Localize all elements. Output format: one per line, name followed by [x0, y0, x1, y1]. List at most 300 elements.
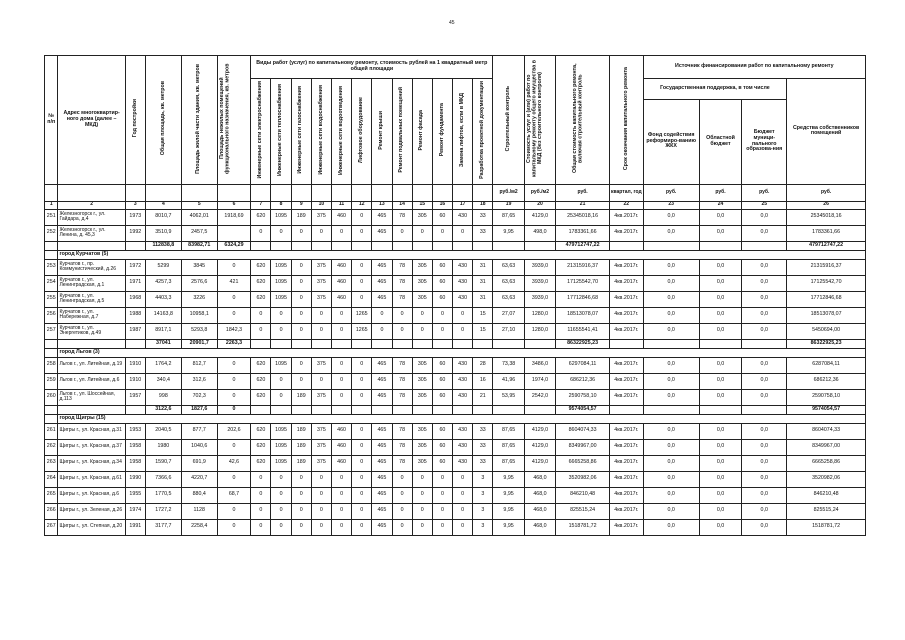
table-cell: 1590,7 — [145, 455, 181, 471]
table-cell: 340,4 — [145, 373, 181, 389]
table-cell: 78 — [392, 389, 412, 405]
column-number-cell: 9 — [291, 201, 311, 209]
table-cell: 1095 — [271, 275, 291, 291]
address-cell: Курчатов г., пр. Коммунистический, д.26 — [58, 259, 125, 275]
table-cell: 0 — [352, 357, 372, 373]
table-cell: 9,95 — [493, 519, 524, 535]
table-row — [45, 275, 866, 291]
table-cell: 0 — [311, 373, 331, 389]
group-header-row — [45, 414, 866, 423]
column-number-row — [45, 201, 866, 209]
table-cell: 498,0 — [524, 225, 555, 241]
column-number-cell: 18 — [473, 201, 493, 209]
table-cell: 305 — [412, 291, 432, 307]
capital-repair-table — [44, 55, 866, 536]
table-cell: 0 — [352, 519, 372, 535]
table-cell: 0,0 — [699, 519, 742, 535]
table-cell: 620 — [251, 259, 271, 275]
row-number: 262 — [45, 439, 58, 455]
table-cell: 1980 — [145, 439, 181, 455]
table-cell — [311, 405, 331, 414]
table-row — [45, 209, 866, 225]
table-cell: 1974 — [125, 503, 145, 519]
table-cell: 8604074,33 — [556, 423, 610, 439]
header-work-sewer: Инженерные сети водоотведения — [331, 79, 351, 185]
table-cell — [291, 339, 311, 348]
table-cell: 0 — [311, 225, 331, 241]
table-cell: 17712846,68 — [787, 291, 866, 307]
table-cell: 460 — [331, 209, 351, 225]
table-cell: 0,0 — [742, 471, 787, 487]
table-cell: 0 — [372, 307, 392, 323]
table-cell: 0,0 — [742, 503, 787, 519]
table-cell: 998 — [145, 389, 181, 405]
table-cell — [125, 405, 145, 414]
table-cell: 620 — [251, 423, 271, 439]
table-cell: 0 — [311, 503, 331, 519]
subtotal-row — [45, 339, 866, 348]
row-number: 258 — [45, 357, 58, 373]
table-cell: 465 — [372, 209, 392, 225]
table-cell — [291, 405, 311, 414]
table-cell — [610, 241, 644, 250]
table-cell: 21315916,37 — [556, 259, 610, 275]
column-number-cell: 17 — [453, 201, 473, 209]
table-cell: 468,0 — [524, 503, 555, 519]
table-cell: 18513078,07 — [787, 307, 866, 323]
table-cell — [125, 241, 145, 250]
table-cell: 465 — [372, 519, 392, 535]
table-cell: 0 — [311, 519, 331, 535]
table-cell: 375 — [311, 389, 331, 405]
table-cell: 460 — [331, 291, 351, 307]
row-number: 259 — [45, 373, 58, 389]
table-cell: 0 — [217, 259, 251, 275]
table-cell: 4кв.2017г. — [610, 225, 644, 241]
table-cell — [125, 339, 145, 348]
row-number: 253 — [45, 259, 58, 275]
table-cell: 8604074,33 — [787, 423, 866, 439]
table-cell: 468,0 — [524, 519, 555, 535]
table-cell: 0 — [412, 519, 432, 535]
table-cell: 620 — [251, 373, 271, 389]
table-cell: 0,0 — [742, 423, 787, 439]
header-work-water: Инженерные сети водоснабжения — [311, 79, 331, 185]
table-cell — [524, 339, 555, 348]
table-cell: 0 — [271, 389, 291, 405]
table-cell: 15 — [473, 307, 493, 323]
table-cell: 305 — [412, 275, 432, 291]
table-cell: 0 — [453, 519, 473, 535]
table-cell: 0 — [392, 323, 412, 339]
table-cell: 1280,0 — [524, 323, 555, 339]
table-cell: 430 — [453, 373, 473, 389]
table-cell: 465 — [372, 275, 392, 291]
table-cell: 0 — [217, 291, 251, 307]
table-cell: 0 — [291, 259, 311, 275]
table-cell: 305 — [412, 389, 432, 405]
table-cell — [372, 339, 392, 348]
table-cell — [392, 241, 412, 250]
table-cell: 25345018,16 — [787, 209, 866, 225]
column-number-cell: 11 — [331, 201, 351, 209]
table-cell: 2040,5 — [145, 423, 181, 439]
table-cell: 60 — [432, 259, 452, 275]
table-cell: 1958 — [125, 455, 145, 471]
table-cell — [432, 241, 452, 250]
table-cell: 189 — [291, 439, 311, 455]
table-cell: 2258,4 — [181, 519, 217, 535]
table-cell: 0 — [271, 471, 291, 487]
table-cell: 812,7 — [181, 357, 217, 373]
table-cell — [699, 241, 742, 250]
row-number: 263 — [45, 455, 58, 471]
table-cell: 1095 — [271, 259, 291, 275]
table-cell: 6297084,11 — [556, 357, 610, 373]
table-cell: 4кв.2017г. — [610, 373, 644, 389]
table-cell: 0,0 — [643, 423, 699, 439]
table-cell: 4403,3 — [145, 291, 181, 307]
table-cell: 0 — [271, 487, 291, 503]
table-cell: 3939,0 — [524, 275, 555, 291]
table-cell: 0 — [291, 323, 311, 339]
table-cell: 9,95 — [493, 225, 524, 241]
table-cell: 60 — [432, 439, 452, 455]
table-cell: 0 — [311, 487, 331, 503]
table-cell: 4кв.2017г. — [610, 291, 644, 307]
table-cell: 0 — [331, 487, 351, 503]
table-cell: 1974,0 — [524, 373, 555, 389]
unit-cell: руб. — [699, 184, 742, 201]
address-cell: Щигры г., ул. Красная, д.37 — [58, 439, 125, 455]
table-cell: 465 — [372, 455, 392, 471]
table-cell: 0 — [331, 307, 351, 323]
column-number-cell: 13 — [372, 201, 392, 209]
table-cell: 4кв.2017г. — [610, 503, 644, 519]
table-cell: 0,0 — [742, 487, 787, 503]
table-cell: 60 — [432, 357, 452, 373]
table-row — [45, 357, 866, 373]
table-cell: 4кв.2017г. — [610, 357, 644, 373]
table-row — [45, 291, 866, 307]
table-cell: 686212,36 — [556, 373, 610, 389]
unit-cell: квартал, год — [610, 184, 644, 201]
table-cell: 78 — [392, 275, 412, 291]
header-living-area: Площадь жилой части здания, кв. метров — [181, 56, 217, 185]
table-cell: 479712747,22 — [787, 241, 866, 250]
table-cell: 189 — [291, 209, 311, 225]
header-fund: Фонд содействия реформиро-ванию ЖКХ — [643, 99, 699, 184]
table-cell — [352, 405, 372, 414]
table-cell: 430 — [453, 357, 473, 373]
unit-cell: руб. — [787, 184, 866, 201]
table-cell: 430 — [453, 291, 473, 307]
table-cell: 0 — [271, 323, 291, 339]
table-cell: 375 — [311, 209, 331, 225]
table-cell: 0,0 — [643, 225, 699, 241]
table-cell: 1971 — [125, 275, 145, 291]
table-row — [45, 487, 866, 503]
table-cell — [412, 405, 432, 414]
table-cell: 4129,0 — [524, 439, 555, 455]
table-cell: 1128 — [181, 503, 217, 519]
table-cell: 0 — [432, 519, 452, 535]
table-cell: 465 — [372, 291, 392, 307]
table-cell: 42,6 — [217, 455, 251, 471]
table-cell: 0,0 — [699, 259, 742, 275]
table-cell: 0,0 — [699, 471, 742, 487]
table-cell: 0 — [291, 373, 311, 389]
table-cell: 430 — [453, 275, 473, 291]
header-municipal: Бюджет муници-пального образова-ния — [742, 99, 787, 184]
table-cell: 0,0 — [699, 275, 742, 291]
table-cell: 4кв.2017г. — [610, 471, 644, 487]
table-cell — [473, 405, 493, 414]
table-cell: 0,0 — [742, 291, 787, 307]
table-cell: 4062,01 — [181, 209, 217, 225]
table-cell: 1992 — [125, 225, 145, 241]
table-cell — [493, 405, 524, 414]
table-cell: 37041 — [145, 339, 181, 348]
table-cell: 78 — [392, 357, 412, 373]
table-cell — [251, 241, 271, 250]
table-cell: 33 — [473, 423, 493, 439]
table-cell: 3510,9 — [145, 225, 181, 241]
column-number-cell: 12 — [352, 201, 372, 209]
table-cell: 0,0 — [643, 503, 699, 519]
table-cell: 3122,6 — [145, 405, 181, 414]
table-cell: 112838,8 — [145, 241, 181, 250]
unit-cell: руб./м2 — [524, 184, 555, 201]
table-cell: 0 — [392, 487, 412, 503]
table-cell: 27,10 — [493, 323, 524, 339]
table-cell: 430 — [453, 423, 473, 439]
table-cell: 11655541,41 — [556, 323, 610, 339]
table-cell: 0 — [331, 357, 351, 373]
table-cell: 1910 — [125, 357, 145, 373]
table-cell: 3177,7 — [145, 519, 181, 535]
table-cell: 0,0 — [643, 389, 699, 405]
table-cell: 0 — [432, 503, 452, 519]
column-number-cell: 8 — [271, 201, 291, 209]
table-cell: 0,0 — [699, 439, 742, 455]
table-cell: 1842,3 — [217, 323, 251, 339]
address-cell: Льгов г., ул. Литейная, д.6 — [58, 373, 125, 389]
table-cell: 78 — [392, 291, 412, 307]
table-cell: 21315916,37 — [787, 259, 866, 275]
table-cell: 8010,7 — [145, 209, 181, 225]
table-cell: 375 — [311, 439, 331, 455]
address-cell: Щигры г., ул. Красная, д.6 — [58, 487, 125, 503]
row-number: 264 — [45, 471, 58, 487]
table-cell: 78 — [392, 439, 412, 455]
table-cell: 86322925,23 — [556, 339, 610, 348]
table-cell: 0 — [352, 225, 372, 241]
table-cell — [392, 339, 412, 348]
table-cell: 73,38 — [493, 357, 524, 373]
table-cell: 0 — [291, 487, 311, 503]
table-cell — [291, 241, 311, 250]
table-cell — [392, 405, 412, 414]
table-cell: 0 — [432, 323, 452, 339]
table-cell — [311, 241, 331, 250]
table-cell: 60 — [432, 389, 452, 405]
table-cell: 31 — [473, 259, 493, 275]
table-cell: 468,0 — [524, 487, 555, 503]
table-cell: 4кв.2017г. — [610, 323, 644, 339]
table-cell — [251, 405, 271, 414]
table-cell: 0,0 — [699, 323, 742, 339]
table-row — [45, 455, 866, 471]
table-cell: 479712747,22 — [556, 241, 610, 250]
table-cell — [473, 339, 493, 348]
unit-cell: руб. — [742, 184, 787, 201]
table-cell: 0 — [291, 275, 311, 291]
table-header — [45, 56, 866, 210]
table-cell: 0,0 — [643, 471, 699, 487]
table-cell: 202,6 — [217, 423, 251, 439]
table-cell: 4129,0 — [524, 455, 555, 471]
table-cell: 3520982,06 — [787, 471, 866, 487]
table-cell: 27,07 — [493, 307, 524, 323]
table-row — [45, 471, 866, 487]
row-number: 256 — [45, 307, 58, 323]
table-cell: 87,65 — [493, 423, 524, 439]
column-number-cell: 24 — [699, 201, 742, 209]
header-work-lift: Лифтовое оборудование — [352, 79, 372, 185]
table-cell: 825515,24 — [787, 503, 866, 519]
column-number-cell: 22 — [610, 201, 644, 209]
table-cell: 0,0 — [742, 307, 787, 323]
table-cell: 0,0 — [643, 307, 699, 323]
column-number-cell: 4 — [145, 201, 181, 209]
table-cell: 846210,48 — [556, 487, 610, 503]
table-cell — [742, 339, 787, 348]
header-work-lift-replace: Замена лифтов, если в МКД — [453, 79, 473, 185]
blank-cell — [45, 414, 58, 423]
table-cell: 9574054,57 — [787, 405, 866, 414]
row-number: 255 — [45, 291, 58, 307]
header-work-design: Разработка проектной документации — [473, 79, 493, 185]
table-cell: 28 — [473, 357, 493, 373]
table-cell: 4129,0 — [524, 423, 555, 439]
header-total-area: Общая площадь, кв. метров — [145, 56, 181, 185]
table-cell: 0 — [291, 503, 311, 519]
table-cell: 430 — [453, 439, 473, 455]
table-cell: 1040,6 — [181, 439, 217, 455]
table-cell: 0,0 — [699, 503, 742, 519]
table-cell: 0,0 — [742, 275, 787, 291]
table-cell: 0 — [217, 471, 251, 487]
table-cell: 7366,6 — [145, 471, 181, 487]
table-cell: 0 — [251, 503, 271, 519]
table-cell: 0 — [217, 503, 251, 519]
table-cell: 10958,1 — [181, 307, 217, 323]
table-cell: 0 — [291, 519, 311, 535]
table-cell: 3939,0 — [524, 291, 555, 307]
table-cell: 305 — [412, 373, 432, 389]
table-cell: 0 — [392, 519, 412, 535]
table-cell: 0 — [392, 471, 412, 487]
row-number: 252 — [45, 225, 58, 241]
table-cell: 8917,1 — [145, 323, 181, 339]
table-cell: 189 — [291, 389, 311, 405]
table-cell: 4кв.2017г. — [610, 455, 644, 471]
table-cell: 4кв.2017г. — [610, 307, 644, 323]
table-cell: 465 — [372, 487, 392, 503]
header-work-roof: Ремонт крыши — [372, 79, 392, 185]
table-cell: 0 — [412, 487, 432, 503]
table-cell — [699, 339, 742, 348]
table-cell: 465 — [372, 471, 392, 487]
table-cell: 17125542,70 — [556, 275, 610, 291]
table-cell: 1955 — [125, 487, 145, 503]
table-cell: 702,3 — [181, 389, 217, 405]
table-cell — [493, 241, 524, 250]
table-cell: 0,0 — [643, 291, 699, 307]
table-cell: 78 — [392, 259, 412, 275]
table-cell: 60 — [432, 291, 452, 307]
table-cell — [331, 241, 351, 250]
address-cell: Курчатов г., ул. Ленинградская, д.1 — [58, 275, 125, 291]
address-cell: Льгов г., ул. Литейная, д.19 — [58, 357, 125, 373]
table-cell: 4кв.2017г. — [610, 389, 644, 405]
table-cell: 0,0 — [742, 209, 787, 225]
table-cell: 1783361,66 — [787, 225, 866, 241]
table-row — [45, 307, 866, 323]
table-cell: 0 — [291, 291, 311, 307]
table-cell: 305 — [412, 455, 432, 471]
table-cell: 0 — [251, 487, 271, 503]
table-cell: 14163,8 — [145, 307, 181, 323]
table-cell: 465 — [372, 439, 392, 455]
table-cell: 375 — [311, 259, 331, 275]
table-cell: 41,96 — [493, 373, 524, 389]
table-cell: 465 — [372, 225, 392, 241]
table-cell: 60 — [432, 423, 452, 439]
table-cell: 620 — [251, 209, 271, 225]
address-cell — [58, 339, 125, 348]
address-cell: Щигры г., ул. Красная, д.61 — [58, 471, 125, 487]
header-year: Год постройки — [125, 56, 145, 185]
header-deadline: Срок окончания капитального ремонта — [610, 56, 644, 185]
header-fin-group: Источник финансирования работ по капитальному ремонту — [643, 56, 865, 79]
table-cell: 0 — [352, 389, 372, 405]
column-number-cell: 10 — [311, 201, 331, 209]
table-cell: 0 — [217, 519, 251, 535]
table-cell: 620 — [251, 389, 271, 405]
table-cell: 2590758,10 — [556, 389, 610, 405]
table-cell: 0 — [251, 225, 271, 241]
table-cell: 1095 — [271, 209, 291, 225]
table-cell: 3486,0 — [524, 357, 555, 373]
group-label: город Льгов (3) — [58, 348, 866, 357]
table-cell — [610, 339, 644, 348]
table-cell: 375 — [311, 357, 331, 373]
table-cell: 1973 — [125, 209, 145, 225]
table-cell: 375 — [311, 455, 331, 471]
table-cell: 460 — [331, 423, 351, 439]
table-cell: 0 — [392, 225, 412, 241]
header-state-support: Государственная поддержка, в том числе — [643, 79, 787, 100]
table-cell: 0 — [352, 209, 372, 225]
table-cell: 1095 — [271, 439, 291, 455]
table-row — [45, 225, 866, 241]
group-header-row — [45, 348, 866, 357]
table-cell: 0 — [331, 519, 351, 535]
table-cell: 0 — [412, 225, 432, 241]
header-work-foundation: Ремонт фундамента — [432, 79, 452, 185]
